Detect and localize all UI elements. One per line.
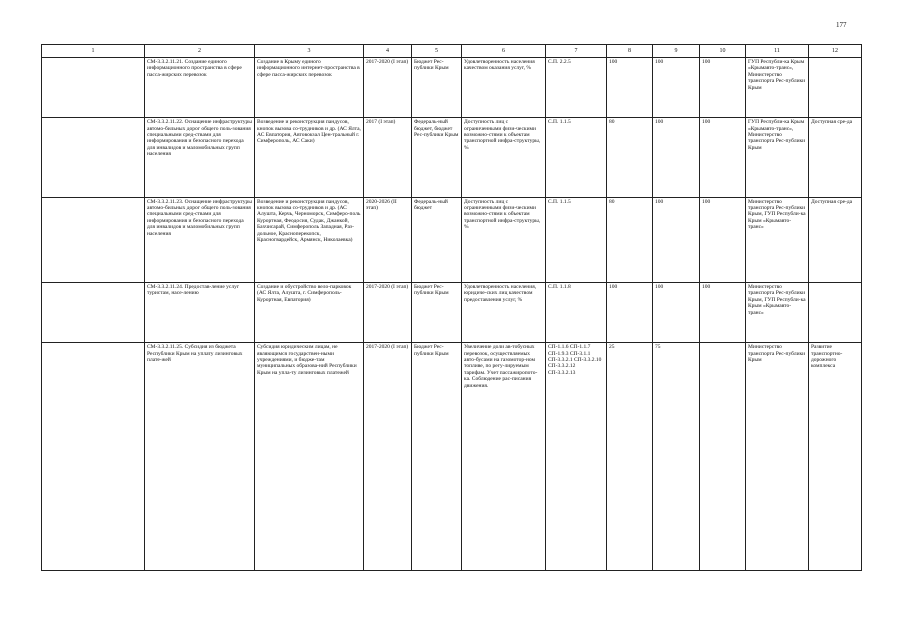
table-cell: Министерство транспорта Рес-публики Крым, ГУП Республи-ка Крым «Крымавто-транс» <box>746 197 809 282</box>
table-cell: Министерство транспорта Рес-публики Крым, ГУП Республи-ка Крым «Крымавто-транс» <box>746 282 809 342</box>
table-row <box>42 197 862 282</box>
table-cell <box>42 282 145 342</box>
table-cell: 2017-2020 (I этап) <box>364 58 412 118</box>
table-cell: Возведение и реконструкция пандусов, кнопок вызова со-трудников и др. (АС Алушта, Керчь, Черноморск, Симферо-поль Курортная, Феодосия, Судак, Джанкой, Бахчисарай, Симферополь Западная, Раз-дольное, Красноперекопск, Красногвардейск, Армянск, Николаевка) <box>255 197 364 282</box>
table-cell: Бюджет Рес-публики Крым <box>412 58 462 118</box>
table-cell: ГУП Республи-ка Крым «Крымавто-транс», Министерство транспорта Рес-публики Крым <box>746 58 809 118</box>
header-cell: 8 <box>607 45 653 58</box>
header-cell: 1 <box>42 45 145 58</box>
table-cell <box>42 58 145 118</box>
table-row <box>42 58 862 118</box>
table-cell: С.П. 1.1.5 <box>546 197 607 282</box>
header-cell: 12 <box>809 45 862 58</box>
table-cell: Создание и обустройство вело-парковок (АС Ялта, Алушта, г. Симферополь-Курортная, Евпатория) <box>255 282 364 342</box>
table-cell: С.П. 2.2.5 <box>546 58 607 118</box>
table-cell: Создание в Крыму единого информационного интернет-пространства в сфере пасса-жирских перевозок <box>255 58 364 118</box>
table-cell: 100 <box>653 118 700 197</box>
table-cell: 100 <box>700 197 746 282</box>
table-cell: СМ-3.3.2.11.23. Оснащение инфраструктуры автомо-бильных дорог общего поль-зования специальными сред-ствами для информирования и безопасного перехода для инвалидов и маломобильных групп населения <box>145 197 255 282</box>
table-cell: 2017 (I этап) <box>364 118 412 197</box>
table-cell: СП-1.1.6 СП-1.1.7 СП-1.9.3 СП-3.1.1 СП-3.3.2.1 СП-3.3.2.10 СП-3.3.2.12 СП-3.3.2.13 <box>546 343 607 571</box>
table-cell <box>809 282 862 342</box>
page-number: 177 <box>836 21 847 29</box>
table-cell: Развитие транспортно-дорожного комплекса <box>809 343 862 571</box>
header-cell: 10 <box>700 45 746 58</box>
table-cell <box>42 197 145 282</box>
header-cell: 3 <box>255 45 364 58</box>
table-cell <box>42 118 145 197</box>
table-row <box>42 343 862 571</box>
table-cell: Доступная сре-да <box>809 197 862 282</box>
table-cell: 80 <box>607 197 653 282</box>
table-cell <box>42 343 145 571</box>
table-cell: 100 <box>607 58 653 118</box>
table-cell: СМ-3.3.2.11.21. Создание единого информационного пространства в сфере пасса-жирских перевозок <box>145 58 255 118</box>
header-cell: 11 <box>746 45 809 58</box>
table-cell: СМ-3.3.2.11.24. Предостав-ление услуг туристам, насе-лению <box>145 282 255 342</box>
table-cell: Федераль-ный бюджет, бюджет Рес-публики Крым <box>412 118 462 197</box>
table-cell: Министерство транспорта Рес-публики Крым <box>746 343 809 571</box>
table-cell: С.П. 1.1.5 <box>546 118 607 197</box>
program-table <box>41 44 862 571</box>
table-cell: Федераль-ный бюджет <box>412 197 462 282</box>
header-cell: 5 <box>412 45 462 58</box>
table-cell: Бюджет Рес-публики Крым <box>412 343 462 571</box>
table-cell: 100 <box>700 58 746 118</box>
table-cell: Возведение и реконструкция пандусов, кнопок вызова со-трудников и др. (АС Ялта, АС Евпатория, Автовокзал Цен-тральный г. Симферополь, АС Саки) <box>255 118 364 197</box>
table-cell: 2017-2020 (I этап) <box>364 282 412 342</box>
table-cell: Увеличение доли ав-тобусных перевозок, осуществляемых авто-бусами на газомотор-ном топливе, по регу-лируемым тарифам. Учет пассажиропото-ка. Соблюдение рас-писания движения. <box>462 343 546 571</box>
table-cell <box>809 58 862 118</box>
table-cell: Доступность лиц с ограниченными физи-ческими возможно-стями к объектам транспортной инфра-структуры, % <box>462 197 546 282</box>
table-row <box>42 118 862 197</box>
table-cell: 80 <box>607 118 653 197</box>
header-row <box>42 45 862 58</box>
table-cell: Удовлетворенность населения качеством оказания услуг, % <box>462 58 546 118</box>
table-cell: 100 <box>653 197 700 282</box>
header-cell: 6 <box>462 45 546 58</box>
table-cell: Удовлетворенность населения, юридиче-ских лиц качеством предоставления услуг, % <box>462 282 546 342</box>
table-cell: 100 <box>653 282 700 342</box>
table-cell: 25 <box>607 343 653 571</box>
table-cell <box>700 343 746 571</box>
table-cell: ГУП Республи-ка Крым «Крымавто-транс», Министерство транспорта Рес-публики Крым <box>746 118 809 197</box>
table-cell: Бюджет Рес-публики Крым <box>412 282 462 342</box>
header-cell: 7 <box>546 45 607 58</box>
table-cell: 75 <box>653 343 700 571</box>
table-cell: 2020-2026 (II этап) <box>364 197 412 282</box>
table-cell: 100 <box>700 282 746 342</box>
table-cell: 2017-2020 (I этап) <box>364 343 412 571</box>
table-cell: Доступная сре-да <box>809 118 862 197</box>
header-cell: 2 <box>145 45 255 58</box>
table-cell: 100 <box>653 58 700 118</box>
header-cell: 9 <box>653 45 700 58</box>
table-cell: СМ-3.3.2.11.25. Субсидия из бюджета Республики Крым на уплату лизинговых плате-жей <box>145 343 255 571</box>
table-cell: СМ-3.3.2.11.22. Оснащение инфраструктуры автомо-бильных дорог общего поль-зования специальными сред-ствами для информирования и безопасного перехода для инвалидов и маломобильных групп населения <box>145 118 255 197</box>
table-cell: Субсидия юридическим лицам, не являющимся государствен-ными учреждениями, и бюдже-там муниципальных образова-ний Республики Крым на упла-ту лизинговых платежей <box>255 343 364 571</box>
table-row <box>42 282 862 342</box>
header-cell: 4 <box>364 45 412 58</box>
table-cell: С.П. 1.1.8 <box>546 282 607 342</box>
table-cell: 100 <box>700 118 746 197</box>
table-cell: Доступность лиц с ограниченными физи-ческими возможно-стями к объектам транспортной инфра-структуры, % <box>462 118 546 197</box>
table-cell: 100 <box>607 282 653 342</box>
